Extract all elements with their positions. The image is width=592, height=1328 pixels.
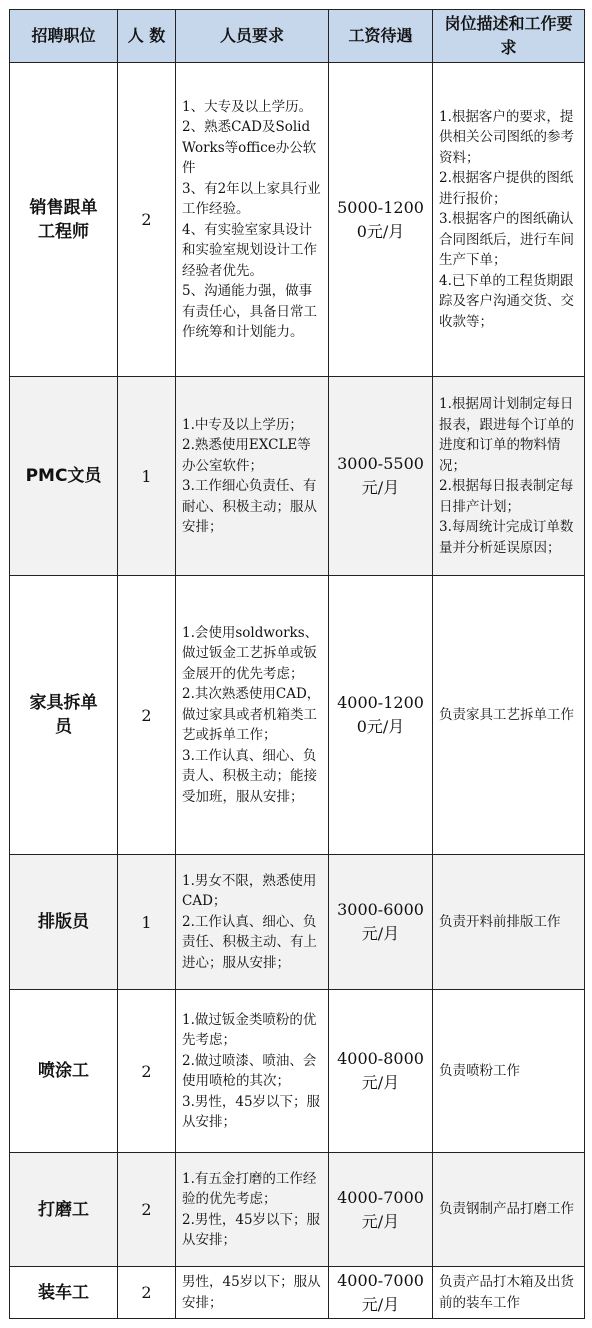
count-cell: 2 [118, 1153, 176, 1267]
count-cell: 2 [118, 1267, 176, 1319]
table-row [10, 855, 585, 990]
salary-cell: 3000-6000元/月 [329, 855, 433, 990]
count-cell: 1 [118, 377, 176, 576]
recruitment-table [9, 9, 585, 1319]
salary-cell: 5000-12000元/月 [329, 63, 433, 377]
salary-cell: 4000-8000元/月 [329, 990, 433, 1153]
count-cell: 2 [118, 63, 176, 377]
count-cell: 1 [118, 855, 176, 990]
requirements-cell: 1、大专及以上学历。 2、熟悉CAD及SolidWorks等office办公软件 3、有2年以上家具行业工作经验。 4、有实验室家具设计和实验室规划设计工作经验者优先。 5、沟通能力强，做事有责任心，具备日常工作统筹和计划能力。 [176, 63, 329, 377]
header-description: 岗位描述和工作要求 [433, 10, 585, 63]
header-row [10, 10, 585, 63]
table-row [10, 1153, 585, 1267]
description-cell: 负责产品打木箱及出货前的装车工作 [433, 1267, 585, 1319]
table-row [10, 1267, 585, 1319]
header-position: 招聘职位 [10, 10, 118, 63]
position-cell: 打磨工 [10, 1153, 118, 1267]
table-row [10, 990, 585, 1153]
requirements-cell: 男性，45岁以下；服从安排； [176, 1267, 329, 1319]
requirements-cell: 1.有五金打磨的工作经验的优先考虑； 2.男性，45岁以下；服从安排； [176, 1153, 329, 1267]
description-cell: 1.根据客户的要求，提供相关公司图纸的参考资料； 2.根据客户提供的图纸进行报价； 3.根据客户的图纸确认合同图纸后，进行车间生产下单； 4.已下单的工程货期跟踪及客户沟通交货、交收款等； [433, 63, 585, 377]
table-row [10, 576, 585, 855]
position-cell: 排版员 [10, 855, 118, 990]
table-row [10, 63, 585, 377]
description-cell: 负责开料前排版工作 [433, 855, 585, 990]
header-count: 人 数 [118, 10, 176, 63]
header-salary: 工资待遇 [329, 10, 433, 63]
requirements-cell: 1.会使用soldworks、做过钣金工艺拆单或钣金展开的优先考虑； 2.其次熟悉使用CAD，做过家具或者机箱类工艺或拆单工作； 3.工作认真、细心、负责人、积极主动；能接受加班，服从安排； [176, 576, 329, 855]
salary-cell: 3000-5500元/月 [329, 377, 433, 576]
count-cell: 2 [118, 576, 176, 855]
position-cell: 装车工 [10, 1267, 118, 1319]
count-cell: 2 [118, 990, 176, 1153]
salary-cell: 4000-7000元/月 [329, 1267, 433, 1319]
description-cell: 1.根据周计划制定每日报表，跟进每个订单的进度和订单的物料情况； 2.根据每日报表制定每日排产计划； 3.每周统计完成订单数量并分析延误原因； [433, 377, 585, 576]
requirements-cell: 1.做过钣金类喷粉的优先考虑； 2.做过喷漆、喷油、会使用喷枪的其次； 3.男性，45岁以下；服从安排； [176, 990, 329, 1153]
table-row [10, 377, 585, 576]
requirements-cell: 1.中专及以上学历； 2.熟悉使用EXCLE等办公室软件； 3.工作细心负责任、有耐心、积极主动；服从安排； [176, 377, 329, 576]
requirements-cell: 1.男女不限，熟悉使用CAD； 2.工作认真、细心、负责任、积极主动、有上进心；服从安排； [176, 855, 329, 990]
salary-cell: 4000-7000元/月 [329, 1153, 433, 1267]
description-cell: 负责家具工艺拆单工作 [433, 576, 585, 855]
description-cell: 负责喷粉工作 [433, 990, 585, 1153]
header-requirements: 人员要求 [176, 10, 329, 63]
position-cell: 家具拆单员 [10, 576, 118, 855]
position-cell: 销售跟单工程师 [10, 63, 118, 377]
position-cell: PMC文员 [10, 377, 118, 576]
salary-cell: 4000-12000元/月 [329, 576, 433, 855]
position-cell: 喷涂工 [10, 990, 118, 1153]
description-cell: 负责钢制产品打磨工作 [433, 1153, 585, 1267]
